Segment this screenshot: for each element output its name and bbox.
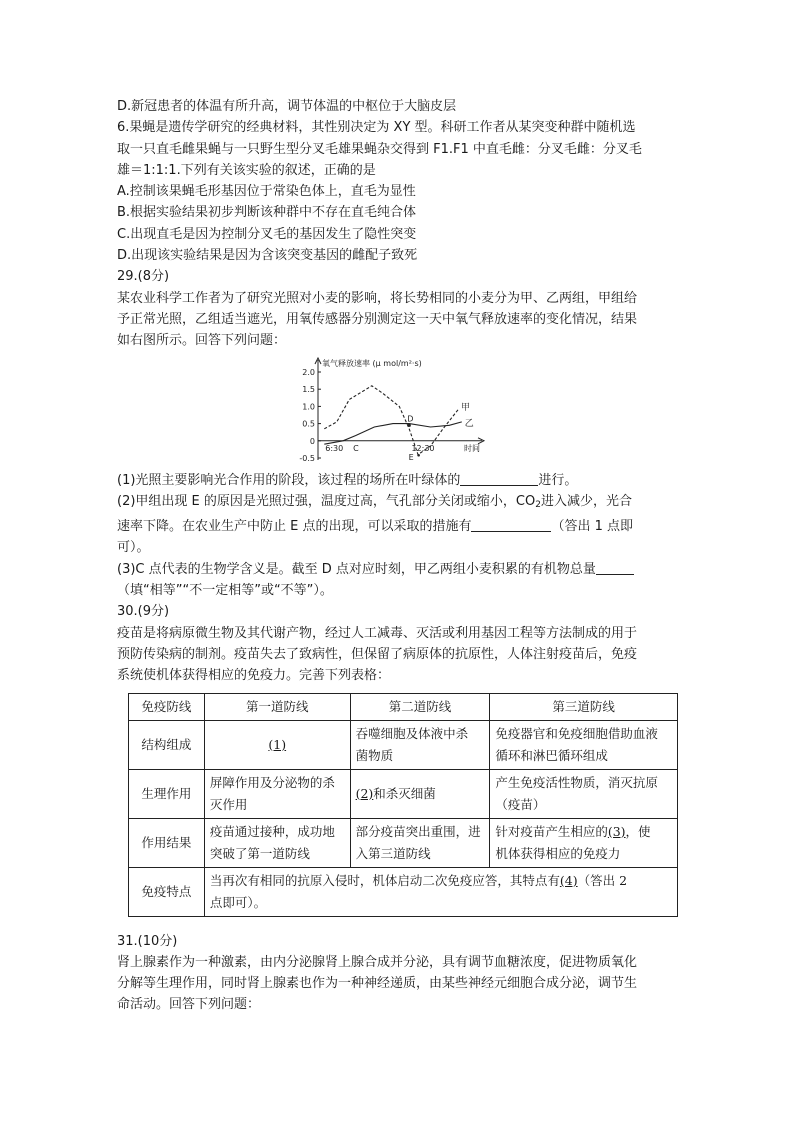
cell-text: 针对疫苗产生相应的 xyxy=(495,823,608,839)
q30-intro-1: 疫苗是将病原微生物及其代谢产物，经过人工减毒、灭活或利用基因工程等方法制成的用于 xyxy=(117,625,638,641)
q6-option-c: C.出现直毛是因为控制分叉毛的基因发生了隐性突变 xyxy=(117,226,417,242)
blank-4-label[interactable]: (4) xyxy=(559,872,578,888)
row-label-structure: 结构组成 xyxy=(129,720,205,769)
blank-1-label: (1) xyxy=(268,736,287,752)
q30-heading: 30.(9分) xyxy=(117,604,170,620)
table-cell xyxy=(490,818,678,867)
q29-sub2-text-a: (2)甲组出现 E 的原因是光照过强，温度过高，气孔部分关闭或缩小，CO xyxy=(117,493,536,509)
q29-sub1 xyxy=(117,470,680,491)
q31-intro-2: 分解等生理作用，同时肾上腺素也作为一种神经递质，由某些神经元细胞合成分泌，调节生 xyxy=(117,976,638,992)
q29-sub3-answer-blank[interactable] xyxy=(596,560,634,575)
co2-subscript: 2 xyxy=(535,499,541,510)
table-row xyxy=(129,867,678,916)
q29-sub2-text-d: （答出 1 点即 xyxy=(551,519,634,535)
blank-2-label[interactable]: (2) xyxy=(355,785,374,801)
q29-sub2-answer-blank[interactable] xyxy=(471,517,551,532)
cell-line: 屏障作用及分泌物的杀 xyxy=(209,774,335,790)
table-header-cell: 第二道防线 xyxy=(350,693,490,720)
table-cell xyxy=(204,769,350,818)
cell-text: 当再次有相同的抗原入侵时，机体启动二次免疫应答，其特点有 xyxy=(209,872,560,888)
table-cell xyxy=(490,769,678,818)
table-cell xyxy=(490,720,678,769)
table-header-row xyxy=(129,693,678,720)
q6-option-b: B.根据实验结果初步判断该种群中不存在直毛纯合体 xyxy=(117,205,417,221)
cell-line: 循环和淋巴循环组成 xyxy=(495,747,608,763)
cell-line: 产生免疫活性物质，消灭抗原 xyxy=(495,774,658,790)
series-label: 乙 xyxy=(464,418,474,429)
cell-line xyxy=(210,870,672,892)
cell-line xyxy=(495,821,672,843)
y-tick-label: -0.5 xyxy=(299,453,315,463)
cell-line: 入第三道防线 xyxy=(355,845,431,861)
point-e-marker xyxy=(417,454,420,457)
y-tick-label: 1.0 xyxy=(302,401,315,411)
exam-page xyxy=(117,96,680,1016)
cell-line: 点即可）。 xyxy=(209,894,267,910)
q29-sub2-text-b: 进入减少，光合 xyxy=(540,493,632,509)
q6-option-a: A.控制该果蝇毛形基因位于常染色体上，直毛为显性 xyxy=(117,184,416,200)
row-label-result: 作用结果 xyxy=(129,818,205,867)
q29-sub3-line2: （填“相等”“不一定相等”或“不等”）。 xyxy=(117,583,333,599)
cell-line: 菌物质 xyxy=(355,747,394,763)
table-row xyxy=(129,769,678,818)
q29-intro-3: 如右图所示。回答下列问题： xyxy=(117,333,287,349)
q29-sub3-line1 xyxy=(117,559,680,580)
point-label-c: C xyxy=(353,443,359,453)
x-axis-label: 时间 xyxy=(464,443,480,453)
q31-intro-1: 肾上腺素作为一种激素，由内分泌腺肾上腺合成并分泌，具有调节血糖浓度，促进物质氧化 xyxy=(117,954,638,970)
point-d-marker xyxy=(408,423,411,426)
q29-sub3-text-a: (3)C 点代表的生物学含义是。截至 D 点对应时刻，甲乙两组小麦积累的有机物总量 xyxy=(117,561,596,577)
q29-sub2-line1 xyxy=(117,491,680,516)
table-cell xyxy=(350,769,490,818)
q29-sub1-answer-blank[interactable] xyxy=(460,471,538,486)
immune-defense-table xyxy=(128,693,678,917)
cell-line: 机体获得相应的免疫力 xyxy=(495,845,621,861)
q29-sub1-text-b: 进行。 xyxy=(538,472,578,488)
cell-line: 突破了第一道防线 xyxy=(209,845,310,861)
point-label-d: D xyxy=(407,413,414,423)
table-header-cell: 免疫防线 xyxy=(129,693,205,720)
cell-line: 免疫器官和免疫细胞借助血液 xyxy=(495,725,658,741)
y-tick-label: 2.0 xyxy=(302,367,315,377)
q6-stem-2: 取一只直毛雌果蝇与一只野生型分叉毛雄果蝇杂交得到 F1.F1 中直毛雌：分叉毛雌：分叉毛 xyxy=(117,141,642,157)
x-tick-label: 12:30 xyxy=(411,443,435,453)
cell-line: 疫苗通过接种，成功地 xyxy=(209,823,335,839)
table-cell xyxy=(350,720,490,769)
row-label-feature: 免疫特点 xyxy=(129,867,205,916)
q30-intro-3: 系统使机体获得相应的免疫力。完善下列表格： xyxy=(117,668,391,684)
table-row xyxy=(129,720,678,769)
q28-option-d: D.新冠患者的体温有所升高，调节体温的中枢位于大脑皮层 xyxy=(117,99,457,114)
series-line-dashed xyxy=(324,385,458,454)
point-label-e: E xyxy=(408,452,414,462)
q30-intro-2: 预防传染病的制剂。疫苗失去了致病性，但保留了病原体的抗原性，人体注射疫苗后，免疫 xyxy=(117,646,638,662)
table-row xyxy=(129,818,678,867)
cell-line: 吞噬细胞及体液中杀 xyxy=(355,725,469,741)
cell-text: （答出 2 xyxy=(577,872,628,888)
cell-text: ，使 xyxy=(625,823,651,839)
cell-line: 灭作用 xyxy=(209,796,248,812)
y-tick-label: 0 xyxy=(309,436,315,446)
series-label: 甲 xyxy=(461,402,471,413)
row-label-function: 生理作用 xyxy=(129,769,205,818)
table-cell xyxy=(350,818,490,867)
q29-intro-2: 予正常光照，乙组适当遮光，用氧传感器分别测定这一天中氧气释放速率的变化情况，结果 xyxy=(117,311,638,327)
q6-stem-3: 雄＝1:1:1.下列有关该实验的叙述，正确的是 xyxy=(117,162,376,178)
table-header-cell: 第一道防线 xyxy=(204,693,350,720)
q31-intro-3: 命活动。回答下列问题： xyxy=(117,997,261,1013)
q29-sub2-text-c: 速率下降。在农业生产中防止 E 点的出现，可以采取的措施有 xyxy=(117,519,472,535)
q29-sub2-line2 xyxy=(117,516,680,537)
cell-line: （疫苗） xyxy=(495,796,546,812)
q6-option-d: D.出现该实验结果是因为含该突变基因的雌配子致死 xyxy=(117,248,418,264)
oxygen-rate-chart xyxy=(117,352,680,470)
q29-sub1-text-a: (1)光照主要影响光合作用的阶段，该过程的场所在叶绿体的 xyxy=(117,472,461,488)
q29-sub2-line3: 可）。 xyxy=(117,540,150,556)
blank-3-label[interactable]: (3) xyxy=(607,823,626,839)
y-axis-label: 氧气释放速率 (μ mol/m²·s) xyxy=(322,358,422,368)
y-tick-label: 1.5 xyxy=(302,384,315,394)
chart-svg xyxy=(292,354,492,466)
table-cell xyxy=(204,818,350,867)
cell-line: 部分疫苗突出重围，进 xyxy=(355,823,481,839)
blank-1-cell[interactable] xyxy=(204,720,350,769)
x-tick-label: 6:30 xyxy=(325,443,344,453)
q29-heading: 29.(8分) xyxy=(117,269,170,285)
q29-intro-1: 某农业科学工作者为了研究光照对小麦的影响，将长势相同的小麦分为甲、乙两组，甲组给 xyxy=(117,290,638,306)
table-header-cell: 第三道防线 xyxy=(490,693,678,720)
table-cell xyxy=(204,867,677,916)
q6-stem-1: 6.果蝇是遗传学研究的经典材料，其性别决定为 XY 型。科研工作者从某突变种群中随机选 xyxy=(117,120,636,136)
y-tick-label: 0.5 xyxy=(302,419,315,429)
q31-heading: 31.(10分) xyxy=(117,933,178,949)
cell-text: 和杀灭细菌 xyxy=(373,785,436,801)
